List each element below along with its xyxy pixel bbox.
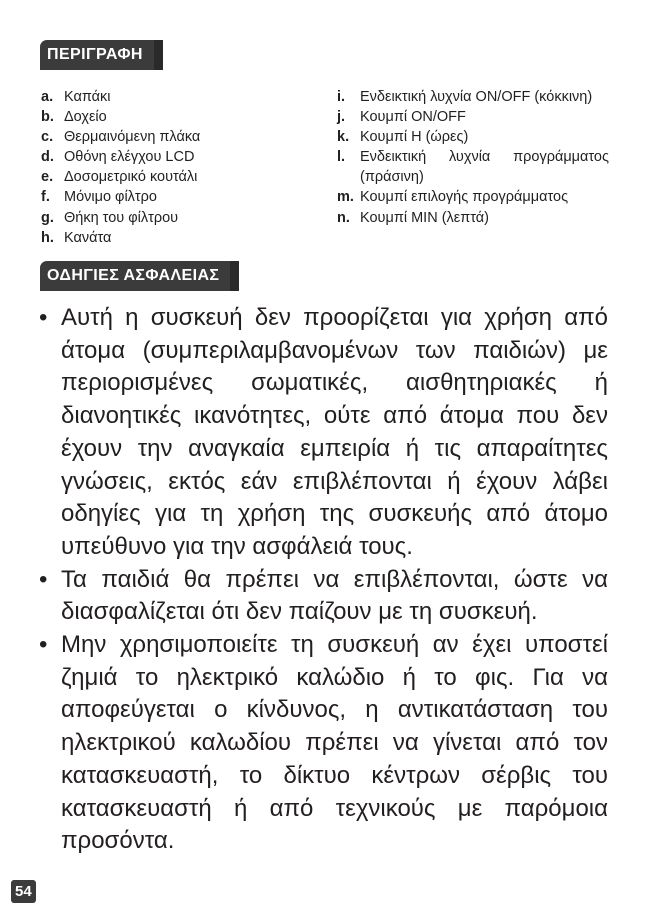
item-text: Οθόνη ελέγχου LCD <box>64 149 195 166</box>
list-item <box>41 147 311 167</box>
safety-item-text: Αυτή η συσκευή δεν προορίζεται για χρήση από άτομα (συμπεριλαμβανομένων των παιδιών) με περιορισμένες σωματικές, αισθητηριακές ή διανοητικές ικανότητες, ούτε από άτομα που δεν έχουν την αναγκαία εμπειρία ή τις απαραίτητες γνώσεις, εκτός εάν επιβλέπονται ή έχουν λάβει οδηγίες για τη χρήση της συσκευής από άτομο υπεύθυνο για την ασφάλειά τους. <box>61 304 608 560</box>
safety-heading-tab <box>40 261 239 291</box>
list-item <box>337 147 609 187</box>
item-text: Θερμαινόμενη πλάκα <box>64 129 201 146</box>
parts-list-left <box>41 87 311 248</box>
list-item <box>41 107 311 127</box>
safety-item <box>39 302 608 564</box>
item-text: Κουμπί ON/OFF <box>360 109 466 126</box>
safety-item <box>39 564 608 629</box>
item-text: Δοχείο <box>64 109 107 126</box>
item-letter: k. <box>337 129 350 146</box>
list-item <box>41 228 311 248</box>
bullet-icon: • <box>39 304 48 331</box>
item-letter: m. <box>337 189 354 206</box>
list-item <box>41 87 311 107</box>
heading-tab-edge <box>154 40 163 70</box>
item-text: Ενδεικτική λυχνία προγράμματος (πράσινη) <box>360 149 609 186</box>
list-item <box>337 187 609 207</box>
item-text: Καπάκι <box>64 89 111 105</box>
list-item <box>41 208 311 228</box>
bullet-icon: • <box>39 631 48 659</box>
item-letter: l. <box>337 149 346 166</box>
list-item <box>41 127 311 147</box>
heading-tab-edge <box>230 261 239 291</box>
item-letter: c. <box>41 129 54 146</box>
item-text: Κουμπί H (ώρες) <box>360 129 469 146</box>
list-item <box>337 107 609 127</box>
list-item <box>41 187 311 207</box>
list-item <box>41 167 311 187</box>
list-item <box>337 127 609 147</box>
safety-list <box>39 302 608 858</box>
item-letter: n. <box>337 209 350 226</box>
item-letter: j. <box>337 109 346 126</box>
item-letter: h. <box>41 229 54 246</box>
safety-item-text: Τα παιδιά θα πρέπει να επιβλέπονται, ώστε να διασφαλίζεται ότι δεν παίζουν με τη συσκευή. <box>61 565 608 626</box>
item-text: Ενδεικτική λυχνία ON/OFF (κόκκινη) <box>360 89 593 105</box>
description-heading-tab <box>40 40 163 70</box>
list-item <box>337 208 609 228</box>
item-letter: i. <box>337 89 346 105</box>
item-letter: e. <box>41 169 54 186</box>
bullet-icon: • <box>39 565 48 593</box>
safety-heading: ΟΔΗΓΙΕΣ ΑΣΦΑΛΕΙΑΣ <box>40 261 230 291</box>
safety-item <box>39 629 608 858</box>
item-letter: f. <box>41 189 50 206</box>
item-letter: b. <box>41 109 54 126</box>
parts-list-right <box>337 87 609 228</box>
item-text: Δοσομετρικό κουτάλι <box>64 169 198 186</box>
list-item <box>337 87 609 107</box>
item-text: Θήκη του φίλτρου <box>64 209 179 226</box>
safety-item-text: Μην χρησιμοποιείτε τη συσκευή αν έχει υποστεί ζημιά το ηλεκτρικό καλώδιο ή το φις. Για να αποφεύγεται ο κίνδυνος, η αντικατάσταση του ηλεκτρικού καλωδίου πρέπει να γίνεται από τον κατασκευαστή, το δίκτυο κέντρων σέρβις του κατασκευαστή ή από τεχνικούς με παρόμοια προσόντα. <box>61 631 608 855</box>
item-text: Κουμπί επιλογής προγράμματος <box>360 189 569 206</box>
page-number: 54 <box>11 880 36 903</box>
description-heading: ΠΕΡΙΓΡΑΦΗ <box>40 40 154 70</box>
item-text: Κουμπί MIN (λεπτά) <box>360 209 489 226</box>
item-letter: g. <box>41 209 54 226</box>
item-letter: d. <box>41 149 54 166</box>
item-text: Μόνιμο φίλτρο <box>64 189 157 206</box>
item-text: Κανάτα <box>64 229 112 246</box>
item-letter: a. <box>41 89 54 105</box>
